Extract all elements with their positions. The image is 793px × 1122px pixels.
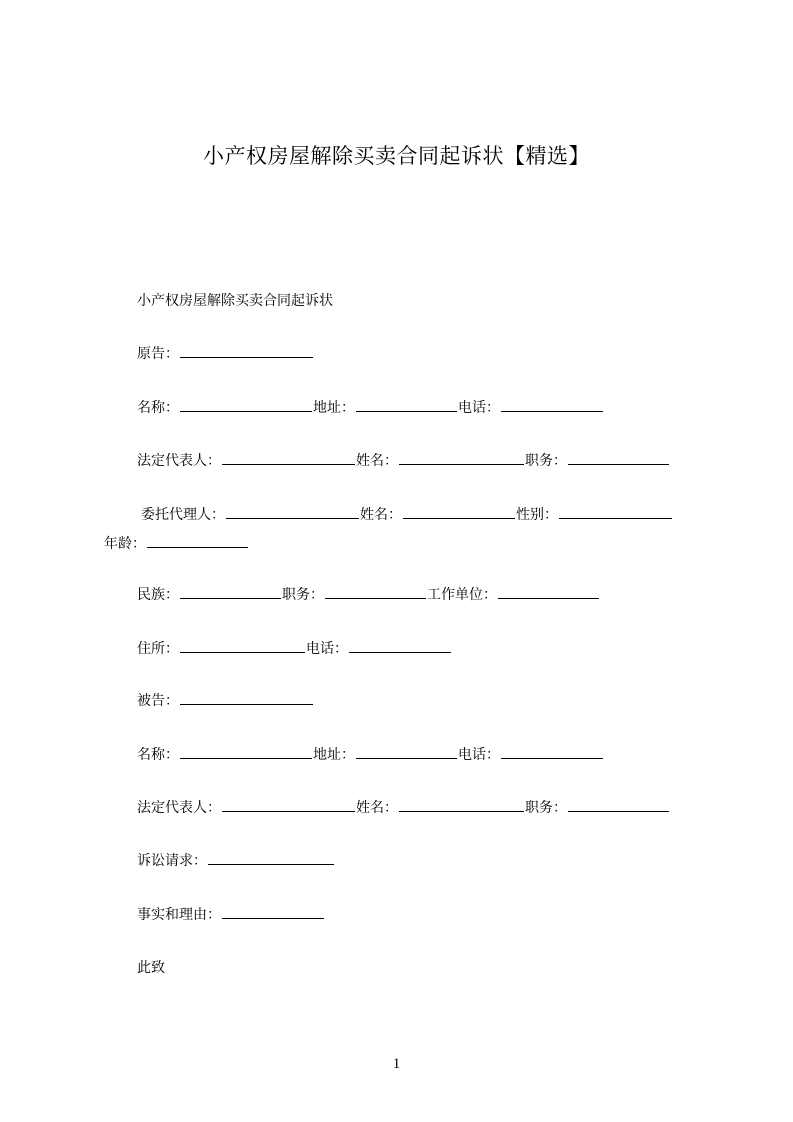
plaintiff-agent-gender-blank[interactable]	[559, 505, 672, 519]
plaintiff-name-blank[interactable]	[180, 398, 312, 412]
plaintiff-agent-name-blank[interactable]	[403, 505, 515, 519]
plaintiff-legal-rep-label: 法定代表人：	[137, 453, 221, 469]
defendant-legal-rep-blank[interactable]	[222, 798, 355, 812]
defendant-legal-rep-name-blank[interactable]	[399, 798, 524, 812]
plaintiff-label: 原告：	[137, 346, 179, 362]
defendant-legal-rep-position-label: 职务：	[525, 800, 567, 816]
defendant-legal-rep-line	[137, 797, 670, 819]
plaintiff-legal-rep-blank[interactable]	[222, 451, 355, 465]
document-title: 小产权房屋解除买卖合同起诉状【精选】	[203, 144, 590, 168]
plaintiff-agent-name-label: 姓名：	[360, 507, 402, 523]
plaintiff-phone-label: 电话：	[458, 400, 500, 416]
closing-text: 此致	[137, 960, 165, 976]
page-number: 1	[392, 1056, 401, 1072]
plaintiff-agent-gender-label: 性别：	[516, 507, 558, 523]
plaintiff-address-blank[interactable]	[356, 398, 457, 412]
defendant-address-label: 地址：	[313, 747, 355, 763]
plaintiff-ethnicity-blank[interactable]	[180, 585, 281, 599]
subtitle-text: 小产权房屋解除买卖合同起诉状	[137, 293, 333, 309]
plaintiff-legal-rep-name-label: 姓名：	[356, 453, 398, 469]
defendant-phone-blank[interactable]	[501, 745, 603, 759]
plaintiff-agent-label: 委托代理人：	[141, 507, 225, 523]
plaintiff-residence-label: 住所：	[137, 641, 179, 657]
plaintiff-line	[137, 343, 314, 365]
plaintiff-ethnicity-line	[137, 584, 600, 606]
plaintiff-residence-phone-blank[interactable]	[349, 639, 451, 653]
defendant-legal-rep-name-label: 姓名：	[356, 800, 398, 816]
plaintiff-name-line	[137, 397, 604, 419]
facts-line	[137, 904, 325, 926]
defendant-name-blank[interactable]	[180, 745, 312, 759]
plaintiff-blank[interactable]	[180, 344, 313, 358]
defendant-label: 被告：	[137, 693, 179, 709]
plaintiff-residence-phone-label: 电话：	[306, 641, 348, 657]
claims-line	[137, 850, 335, 872]
plaintiff-agent-position-label: 职务：	[282, 587, 324, 603]
plaintiff-legal-rep-line	[137, 450, 670, 472]
plaintiff-residence-line	[137, 638, 452, 660]
plaintiff-phone-blank[interactable]	[501, 398, 603, 412]
plaintiff-legal-rep-name-blank[interactable]	[399, 451, 524, 465]
defendant-name-line	[137, 744, 604, 766]
facts-label: 事实和理由：	[137, 907, 221, 923]
plaintiff-legal-rep-position-label: 职务：	[525, 453, 567, 469]
plaintiff-name-label: 名称：	[137, 400, 179, 416]
plaintiff-legal-rep-position-blank[interactable]	[568, 451, 669, 465]
defendant-legal-rep-label: 法定代表人：	[137, 800, 221, 816]
defendant-address-blank[interactable]	[356, 745, 457, 759]
plaintiff-workplace-label: 工作单位：	[427, 587, 497, 603]
claims-label: 诉讼请求：	[137, 853, 207, 869]
plaintiff-ethnicity-label: 民族：	[137, 587, 179, 603]
plaintiff-residence-blank[interactable]	[180, 639, 305, 653]
document-subtitle	[137, 290, 333, 312]
closing-line	[137, 957, 165, 979]
plaintiff-agent-age-label: 年龄：	[104, 536, 146, 552]
plaintiff-agent-age-blank[interactable]	[147, 534, 248, 548]
plaintiff-agent-line	[141, 504, 673, 526]
plaintiff-agent-position-blank[interactable]	[325, 585, 426, 599]
plaintiff-address-label: 地址：	[313, 400, 355, 416]
plaintiff-agent-age-line	[104, 533, 249, 555]
defendant-blank[interactable]	[180, 691, 313, 705]
defendant-phone-label: 电话：	[458, 747, 500, 763]
plaintiff-agent-blank[interactable]	[226, 505, 359, 519]
defendant-line	[137, 690, 314, 712]
claims-blank[interactable]	[208, 851, 334, 865]
defendant-legal-rep-position-blank[interactable]	[568, 798, 669, 812]
plaintiff-workplace-blank[interactable]	[498, 585, 599, 599]
defendant-name-label: 名称：	[137, 747, 179, 763]
facts-blank[interactable]	[222, 905, 324, 919]
